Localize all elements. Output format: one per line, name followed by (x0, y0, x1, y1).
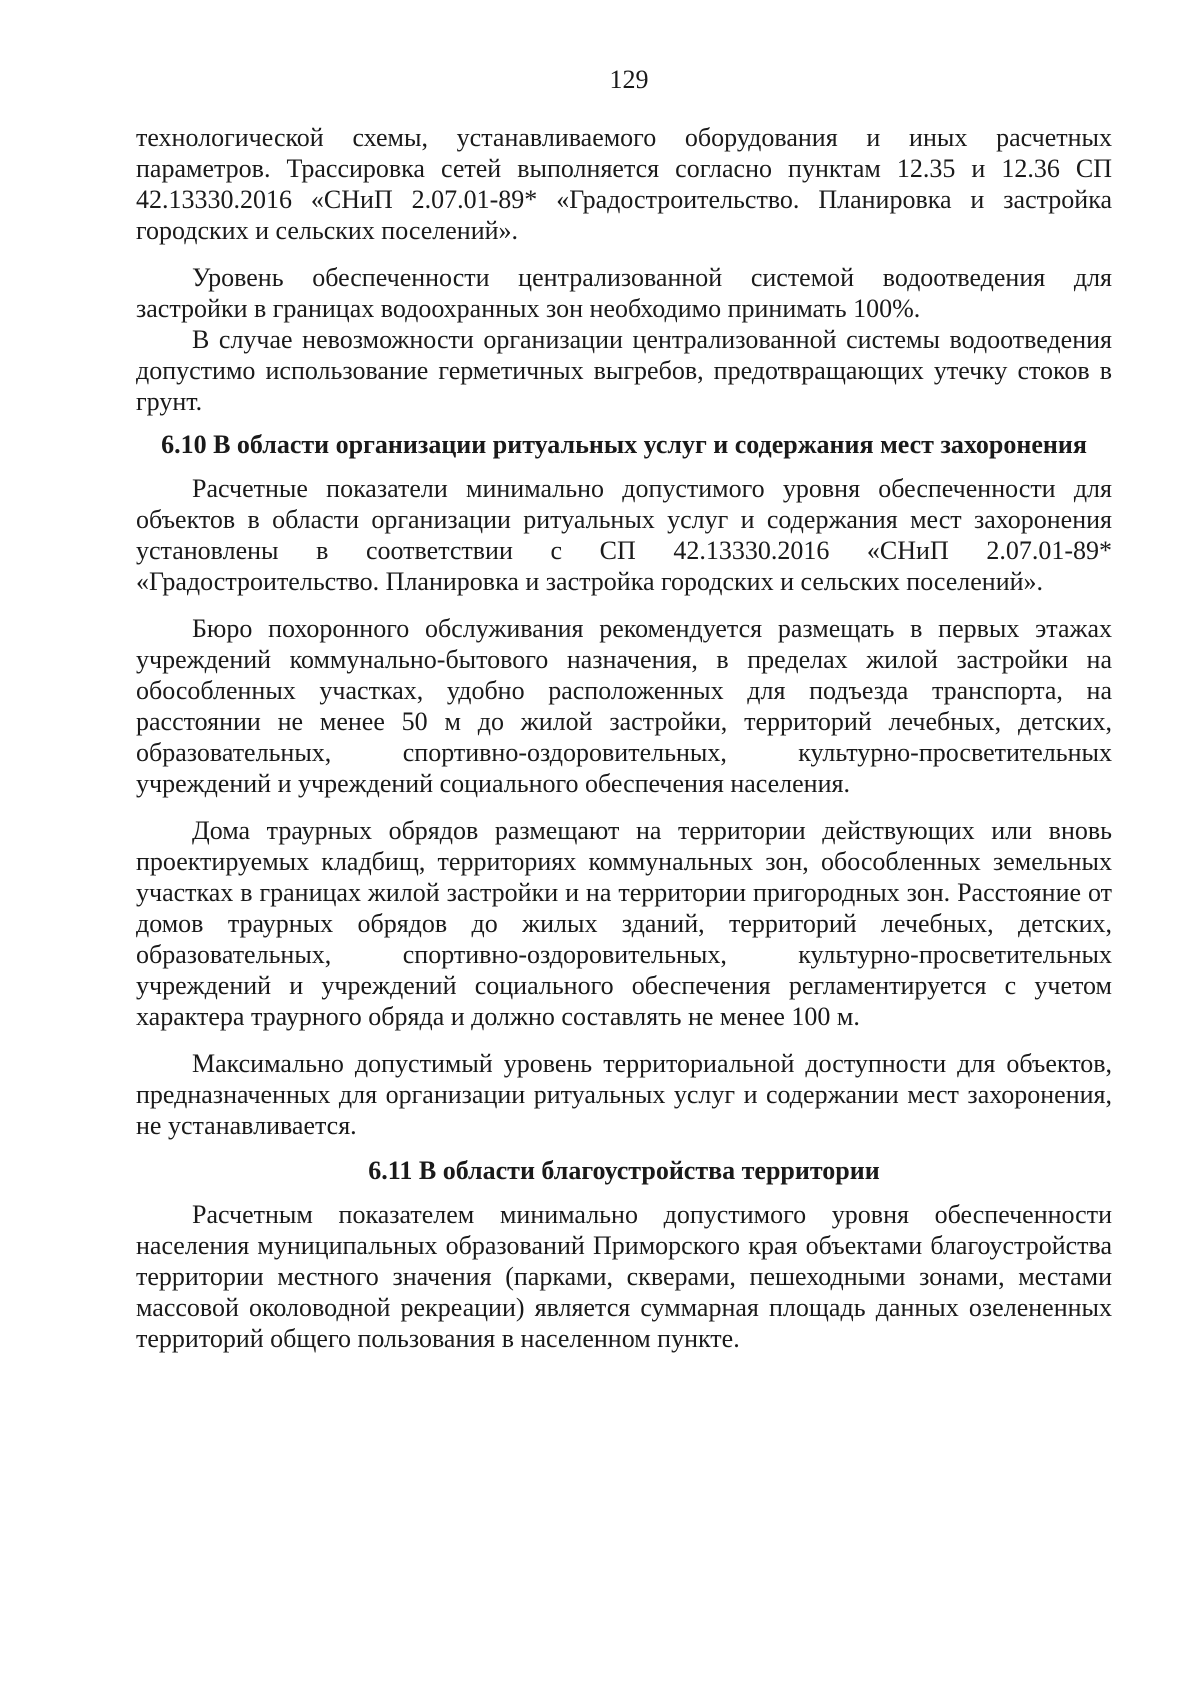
page-content (136, 122, 1112, 1354)
paragraph-network-routing: технологической схемы, устанавливаемого оборудования и иных расчетных параметров. Трассировка сетей выполняется согласно пунктам 12.35 и 12.36 СП 42.13330.2016 «СНиП 2.07.01-89* «Градостроительство. Планировка и застройка городских и сельских поселений». (136, 123, 1112, 245)
paragraph-ritual-indicators: Расчетные показатели минимально допустимого уровня обеспеченности для объектов в области организации ритуальных услуг и содержания мест захоронения установлены в соответствии с СП 42.13330.2016 «СНиП 2.07.01-89* «Градостроительство. Планировка и застройка городских и сельских поселений». (136, 474, 1112, 596)
paragraph-sewerage-alternative: В случае невозможности организации централизованной системы водоотведения допустимо использование герметичных выгребов, предотвращающих утечку стоков в грунт. (136, 325, 1112, 416)
paragraph-funeral-homes: Дома траурных обрядов размещают на территории действующих или вновь проектируемых кладбищ, территориях коммунальных зон, обособленных земельных участках в границах жилой застройки и на территории пригородных зон. Расстояние от домов траурных обрядов до жилых зданий, территорий лечебных, детских, образовательных, спортивно-оздоровительных, культурно-просветительных учреждений и учреждений социального обеспечения регламентируется с учетом характера траурного обряда и должно составлять не менее 100 м. (136, 816, 1112, 1031)
page-number: 129 (609, 65, 649, 94)
paragraph-sewerage-level: Уровень обеспеченности централизованной системой водоотведения для застройки в границах водоохранных зон необходимо принимать 100%. (136, 263, 1112, 323)
paragraph-accessibility: Максимально допустимый уровень территориальной доступности для объектов, предназначенных для организации ритуальных услуг и содержании мест захоронения, не устанавливается. (136, 1049, 1112, 1140)
paragraph-funeral-bureau: Бюро похоронного обслуживания рекомендуется размещать в первых этажах учреждений коммунально-бытового назначения, в пределах жилой застройки на обособленных участках, удобно расположенных для подъезда транспорта, на расстоянии не менее 50 м до жилой застройки, территорий лечебных, детских, образовательных, спортивно-оздоровительных, культурно-просветительных учреждений и учреждений социального обеспечения населения. (136, 614, 1112, 798)
section-heading-6-11: 6.11 В области благоустройства территории (368, 1156, 880, 1185)
paragraph-landscaping: Расчетным показателем минимально допустимого уровня обеспеченности населения муниципальных образований Приморского края объектами благоустройства территории местного значения (парками, скверами, пешеходными зонами, местами массовой околоводной рекреации) является суммарная площадь данных озелененных территорий общего пользования в населенном пункте. (136, 1200, 1112, 1353)
section-heading-6-10: 6.10 В области организации ритуальных услуг и содержания мест захоронения (161, 430, 1087, 459)
